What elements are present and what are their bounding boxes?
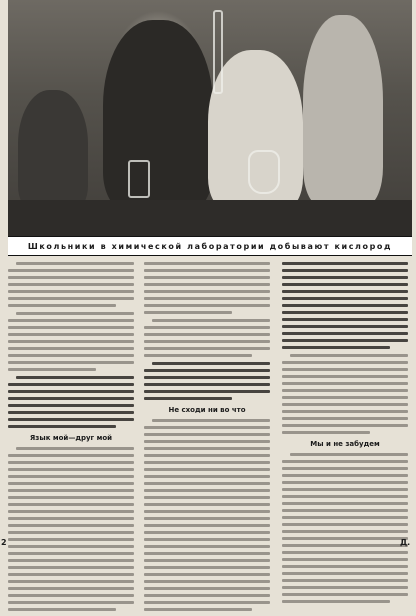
paragraph bbox=[282, 453, 411, 603]
person-figure bbox=[303, 15, 383, 205]
paragraph-bold bbox=[282, 262, 408, 349]
paragraph bbox=[8, 262, 134, 307]
paragraph-bold bbox=[144, 362, 270, 400]
paragraph bbox=[8, 447, 134, 611]
paragraph bbox=[144, 419, 270, 611]
photo-caption bbox=[8, 236, 412, 256]
section-heading: Не сходи ни во что bbox=[168, 406, 246, 414]
corner-letter: Д. bbox=[400, 538, 411, 547]
person-figure bbox=[103, 20, 213, 210]
lab-bench bbox=[8, 200, 412, 240]
section-heading: Язык мой—друг мой bbox=[29, 434, 113, 442]
paragraph bbox=[8, 312, 134, 371]
page-number: 2 bbox=[1, 538, 7, 547]
paragraph bbox=[282, 354, 408, 434]
lab-flask-icon bbox=[128, 160, 150, 198]
lab-flask-icon bbox=[213, 10, 223, 94]
photo-caption-text: Школьники в химической лаборатории добывают кислород bbox=[27, 241, 393, 251]
lab-photo bbox=[8, 0, 412, 240]
text-column-2 bbox=[144, 262, 270, 616]
paragraph bbox=[144, 262, 270, 314]
person-figure bbox=[18, 90, 88, 210]
lab-flask-icon bbox=[248, 150, 280, 194]
text-column-1 bbox=[8, 262, 134, 616]
paragraph-bold bbox=[8, 376, 134, 428]
text-column-3 bbox=[282, 262, 411, 608]
paragraph bbox=[144, 319, 270, 357]
section-heading: Мы и не забудем bbox=[310, 440, 380, 448]
